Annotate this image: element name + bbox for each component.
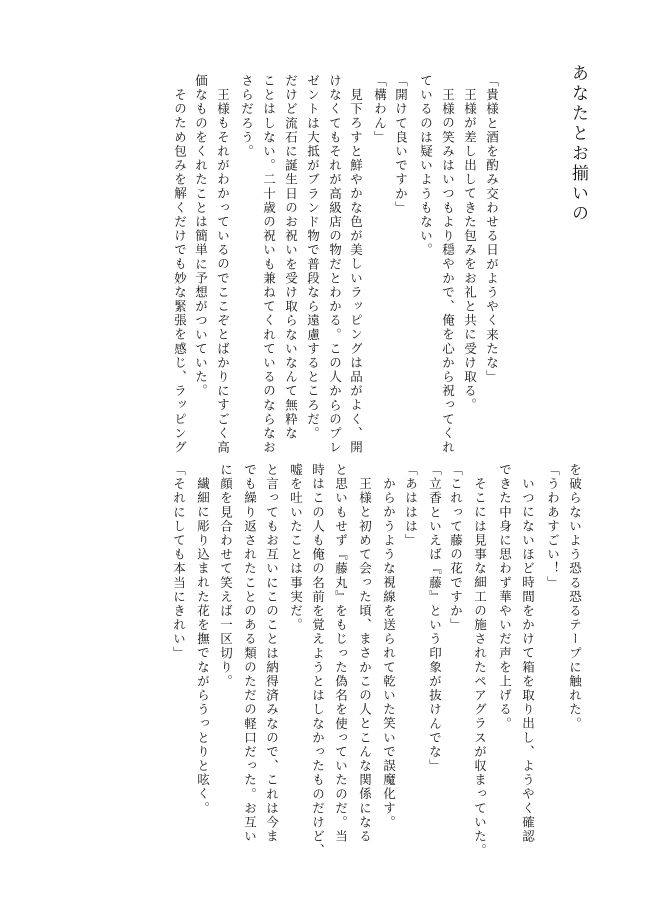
upper-text-line: 王様の笑みはいつもより穏やかで、俺を心から祝ってくれ — [440, 88, 456, 455]
upper-text-line: 見下ろすと鮮やかな色が美しいラッピングは品がよく、開 — [348, 88, 364, 455]
upper-text-line: さらだろう。 — [239, 74, 255, 159]
upper-text-line: ているのは疑いようもない。 — [418, 74, 434, 258]
upper-text-line: 「貴様と酒を酌み交わせる日がようやく来たな」 — [484, 74, 500, 385]
lower-text-line: 「これって藤の花ですか」 — [448, 463, 464, 633]
lower-text-line: 「立香といえば『藤』という印象が抜けんでな」 — [427, 463, 443, 774]
lower-text-line: 「あははは」 — [403, 463, 419, 548]
lower-text-line: 王様と初めて会った頃、まさかこの人とこんな関係になる — [357, 477, 373, 844]
upper-text-line: ゼントは大抵がブランド物で普段なら遠慮するところだ。 — [305, 74, 321, 441]
lower-text-line: 「うわあすごい！」 — [545, 463, 561, 590]
page-title: あなたとお揃いの — [568, 64, 588, 224]
lower-text-line: できた中身に思わず華やいだ声を上げる。 — [497, 463, 513, 731]
lower-text-line: 繊細に彫り込まれた花を撫でながらうっとりと呟く。 — [195, 477, 211, 816]
lower-text-line: と言ってもお互いにこのことは納得済みなので、これは今ま — [264, 463, 280, 844]
upper-text-line: そのため包みを解くだけでも妙な緊張を感じ、ラッピング — [172, 88, 188, 455]
lower-text-line: いつにないほど時間をかけて箱を取り出し、ようやく確認 — [520, 477, 536, 844]
lower-text-line: に顔を見合わせて笑えば一区切り。 — [218, 463, 234, 689]
lower-text-line: からかうような視線を送られて乾いた笑いで誤魔化す。 — [381, 477, 397, 830]
upper-text-line: 王様が差し出してきた包みをお礼と共に受け取る。 — [462, 88, 478, 413]
upper-text-line: けなくてもそれが高級店の物だとわかる。この人からのプレ — [327, 74, 343, 455]
lower-text-line: でも繰り返されたことのある類のただの軽口だった。お互い — [242, 463, 258, 844]
lower-text-line: 「それにしても本当にきれい」 — [171, 463, 187, 661]
lower-text-line: 嘘を吐いたことは事実だ。 — [288, 463, 304, 633]
lower-text-line: と思いもせず『藤丸』をもじった偽名を使っていたのだ。当 — [333, 463, 349, 844]
lower-text-line: そこには見事な細工の施されたペアグラスが収まっていた。 — [472, 477, 488, 858]
upper-text-line: 価なものをくれたことは簡単に予想がついていた。 — [193, 74, 209, 399]
upper-text-line: 「開けて良いですか」 — [393, 74, 409, 215]
lower-text-line: 時はこの人も俺の名前を覚えようとはしなかったものだけど、 — [310, 463, 326, 858]
upper-text-line: 「構わん」 — [372, 74, 388, 145]
upper-text-line: ことはしない。二十歳の祝いも兼ねてくれているのならなお — [261, 74, 277, 455]
lower-text-line: を破らないよう恐る恐るテープに触れた。 — [567, 463, 583, 731]
upper-text-line: 王様もそれがわかっているのでここぞとばかりにすごく高 — [215, 88, 231, 455]
upper-text-line: だけど流石に誕生日のお祝いを受け取らないなんて無粋な — [283, 74, 299, 441]
